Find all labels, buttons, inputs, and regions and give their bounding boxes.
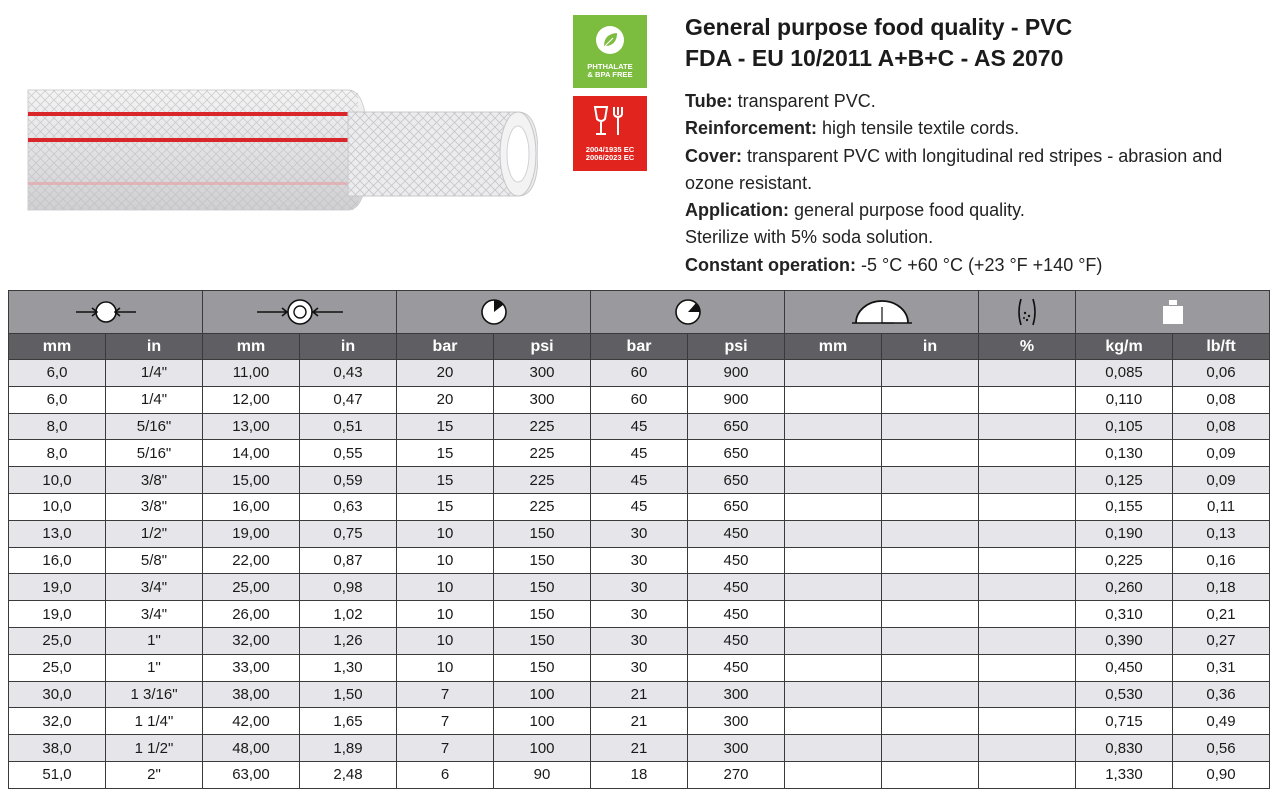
cover-text: transparent PVC with longitudinal red stripes - abrasion and ozone resistant. xyxy=(685,145,1223,193)
table-cell: 10 xyxy=(397,601,494,628)
table-cell: 0,51 xyxy=(300,413,397,440)
table-cell xyxy=(979,493,1076,520)
table-cell xyxy=(979,547,1076,574)
application-spec xyxy=(685,197,1265,224)
table-cell: 150 xyxy=(494,547,591,574)
table-row xyxy=(9,520,1270,547)
table-cell: 10 xyxy=(397,547,494,574)
table-cell: 10 xyxy=(397,627,494,654)
table-cell: 0,530 xyxy=(1076,681,1173,708)
table-cell: 45 xyxy=(591,440,688,467)
table-cell xyxy=(979,440,1076,467)
tube-label: Tube: xyxy=(685,91,733,111)
table-cell: 150 xyxy=(494,520,591,547)
table-cell: 0,08 xyxy=(1173,413,1270,440)
table-cell: 0,36 xyxy=(1173,681,1270,708)
table-cell xyxy=(979,360,1076,387)
operation-text: -5 °C +60 °C (+23 °F +140 °F) xyxy=(856,254,1103,275)
table-cell: 0,110 xyxy=(1076,386,1173,413)
table-row xyxy=(9,627,1270,654)
unit-header-cell: kg/m xyxy=(1076,334,1173,360)
table-cell: 0,125 xyxy=(1076,467,1173,494)
inner-diameter-icon xyxy=(74,299,138,325)
table-cell: 1" xyxy=(106,627,203,654)
table-cell: 150 xyxy=(494,627,591,654)
table-cell: 60 xyxy=(591,386,688,413)
table-cell: 16,0 xyxy=(9,547,106,574)
table-row xyxy=(9,681,1270,708)
table-cell: 450 xyxy=(688,520,785,547)
sterilize-note: Sterilize with 5% soda solution. xyxy=(685,227,934,248)
table-cell: 0,06 xyxy=(1173,360,1270,387)
table-cell: 14,00 xyxy=(203,440,300,467)
table-cell: 16,00 xyxy=(203,493,300,520)
unit-header-cell: mm xyxy=(785,334,882,360)
table-cell: 0,90 xyxy=(1173,761,1270,788)
table-cell: 15 xyxy=(397,440,494,467)
table-cell: 38,00 xyxy=(203,681,300,708)
table-cell xyxy=(785,735,882,762)
table-cell: 21 xyxy=(591,681,688,708)
table-cell xyxy=(882,708,979,735)
table-cell xyxy=(979,761,1076,788)
application-text: general purpose food quality. xyxy=(789,200,1025,221)
table-cell xyxy=(979,413,1076,440)
working-pressure-header xyxy=(397,291,591,334)
table-cell xyxy=(979,467,1076,494)
table-cell: 0,49 xyxy=(1173,708,1270,735)
table-cell: 0,55 xyxy=(300,440,397,467)
product-description xyxy=(685,88,1265,279)
table-cell: 450 xyxy=(688,574,785,601)
unit-header-cell: in xyxy=(106,334,203,360)
table-cell: 15 xyxy=(397,413,494,440)
table-cell: 1,02 xyxy=(300,601,397,628)
table-cell: 1 3/16" xyxy=(106,681,203,708)
unit-header-cell: bar xyxy=(397,334,494,360)
table-cell: 30 xyxy=(591,627,688,654)
table-cell: 0,190 xyxy=(1076,520,1173,547)
table-cell: 650 xyxy=(688,467,785,494)
table-cell: 0,225 xyxy=(1076,547,1173,574)
table-cell xyxy=(979,627,1076,654)
bend-radius-icon xyxy=(850,297,914,327)
table-cell: 30 xyxy=(591,654,688,681)
table-cell: 0,11 xyxy=(1173,493,1270,520)
table-cell: 45 xyxy=(591,493,688,520)
glass-fork-icon xyxy=(589,104,631,138)
operation-spec xyxy=(685,252,1265,279)
table-cell xyxy=(979,520,1076,547)
table-cell: 0,310 xyxy=(1076,601,1173,628)
table-cell xyxy=(785,761,882,788)
food-contact-badge xyxy=(573,96,647,171)
table-cell: 13,0 xyxy=(9,520,106,547)
table-cell: 1/4" xyxy=(106,386,203,413)
food-line-1: 2004/1935 EC xyxy=(585,145,635,154)
table-cell: 32,0 xyxy=(9,708,106,735)
table-cell: 21 xyxy=(591,735,688,762)
table-cell: 30 xyxy=(591,574,688,601)
table-cell: 2,48 xyxy=(300,761,397,788)
table-cell: 1,89 xyxy=(300,735,397,762)
table-cell: 26,00 xyxy=(203,601,300,628)
cover-label: Cover: xyxy=(685,145,743,166)
table-cell xyxy=(882,735,979,762)
table-cell: 0,260 xyxy=(1076,574,1173,601)
tube-spec xyxy=(685,88,1265,115)
table-cell xyxy=(785,440,882,467)
table-cell: 0,715 xyxy=(1076,708,1173,735)
table-cell: 225 xyxy=(494,413,591,440)
table-row xyxy=(9,493,1270,520)
table-cell: 0,63 xyxy=(300,493,397,520)
table-cell: 3/4" xyxy=(106,574,203,601)
unit-header-cell: mm xyxy=(203,334,300,360)
table-cell: 60 xyxy=(591,360,688,387)
table-cell: 300 xyxy=(688,708,785,735)
title-line-1: General purpose food quality - PVC xyxy=(685,14,1073,40)
table-cell: 42,00 xyxy=(203,708,300,735)
table-cell: 5/8" xyxy=(106,547,203,574)
table-cell: 7 xyxy=(397,708,494,735)
unit-header-cell: mm xyxy=(9,334,106,360)
table-cell: 0,75 xyxy=(300,520,397,547)
table-cell: 3/8" xyxy=(106,467,203,494)
leaf-icon xyxy=(595,25,625,55)
burst-pressure-icon xyxy=(673,297,703,327)
table-cell: 19,0 xyxy=(9,601,106,628)
table-row xyxy=(9,360,1270,387)
table-cell: 300 xyxy=(688,735,785,762)
table-cell xyxy=(979,601,1076,628)
table-cell: 0,085 xyxy=(1076,360,1173,387)
table-cell xyxy=(785,574,882,601)
table-cell: 0,98 xyxy=(300,574,397,601)
table-cell: 3/4" xyxy=(106,601,203,628)
table-cell: 21 xyxy=(591,708,688,735)
table-cell: 15 xyxy=(397,493,494,520)
table-cell: 7 xyxy=(397,681,494,708)
unit-header-cell: lb/ft xyxy=(1173,334,1270,360)
reinforcement-text: high tensile textile cords. xyxy=(817,118,1020,139)
phthalate-line-1: PHTHALATE xyxy=(587,62,633,71)
table-cell: 0,09 xyxy=(1173,467,1270,494)
table-cell xyxy=(882,493,979,520)
hose-illustration xyxy=(18,82,538,222)
table-cell: 10 xyxy=(397,574,494,601)
table-cell xyxy=(785,547,882,574)
table-cell: 0,56 xyxy=(1173,735,1270,762)
table-cell: 11,00 xyxy=(203,360,300,387)
cover-spec xyxy=(685,143,1265,198)
table-cell xyxy=(785,681,882,708)
vacuum-header xyxy=(979,291,1076,334)
reinforcement-label: Reinforcement: xyxy=(685,118,818,139)
table-cell: 0,18 xyxy=(1173,574,1270,601)
table-cell: 0,450 xyxy=(1076,654,1173,681)
table-cell: 1 1/2" xyxy=(106,735,203,762)
table-cell xyxy=(882,601,979,628)
table-cell xyxy=(882,761,979,788)
title-line-2: FDA - EU 10/2011 A+B+C - AS 2070 xyxy=(685,45,1064,71)
table-cell: 1,50 xyxy=(300,681,397,708)
table-cell: 25,0 xyxy=(9,654,106,681)
table-cell: 0,59 xyxy=(300,467,397,494)
table-cell: 5/16" xyxy=(106,413,203,440)
table-cell: 270 xyxy=(688,761,785,788)
table-cell: 0,13 xyxy=(1173,520,1270,547)
table-row xyxy=(9,601,1270,628)
table-cell: 300 xyxy=(688,681,785,708)
table-cell: 13,00 xyxy=(203,413,300,440)
table-cell: 900 xyxy=(688,360,785,387)
table-cell: 0,31 xyxy=(1173,654,1270,681)
table-row xyxy=(9,574,1270,601)
table-cell: 1" xyxy=(106,654,203,681)
table-cell xyxy=(979,681,1076,708)
table-cell: 225 xyxy=(494,493,591,520)
table-row xyxy=(9,386,1270,413)
table-cell: 19,0 xyxy=(9,574,106,601)
table-cell: 20 xyxy=(397,386,494,413)
table-cell: 150 xyxy=(494,654,591,681)
table-cell xyxy=(882,681,979,708)
table-cell: 450 xyxy=(688,627,785,654)
table-cell: 25,00 xyxy=(203,574,300,601)
table-cell: 1/4" xyxy=(106,360,203,387)
table-cell: 225 xyxy=(494,440,591,467)
table-cell: 45 xyxy=(591,467,688,494)
table-cell: 0,830 xyxy=(1076,735,1173,762)
table-cell xyxy=(882,413,979,440)
table-cell: 10,0 xyxy=(9,467,106,494)
table-cell: 100 xyxy=(494,708,591,735)
table-cell: 650 xyxy=(688,413,785,440)
table-cell: 150 xyxy=(494,574,591,601)
table-cell xyxy=(979,735,1076,762)
table-cell: 32,00 xyxy=(203,627,300,654)
table-row xyxy=(9,654,1270,681)
table-cell: 0,09 xyxy=(1173,440,1270,467)
table-cell: 100 xyxy=(494,681,591,708)
table-row xyxy=(9,735,1270,762)
table-cell: 0,105 xyxy=(1076,413,1173,440)
table-cell: 10,0 xyxy=(9,493,106,520)
table-cell: 6,0 xyxy=(9,386,106,413)
table-cell xyxy=(785,627,882,654)
table-cell: 0,08 xyxy=(1173,386,1270,413)
table-cell: 1,26 xyxy=(300,627,397,654)
unit-header-cell: % xyxy=(979,334,1076,360)
table-cell xyxy=(882,386,979,413)
table-cell: 300 xyxy=(494,360,591,387)
table-cell: 0,87 xyxy=(300,547,397,574)
weight-icon xyxy=(1160,298,1186,326)
table-cell xyxy=(882,360,979,387)
weight-header xyxy=(1076,291,1270,334)
table-cell: 0,47 xyxy=(300,386,397,413)
table-cell: 38,0 xyxy=(9,735,106,762)
table-cell xyxy=(882,654,979,681)
table-cell: 450 xyxy=(688,601,785,628)
table-cell xyxy=(785,654,882,681)
tube-text: transparent PVC. xyxy=(732,91,876,111)
table-cell: 63,00 xyxy=(203,761,300,788)
table-cell: 30 xyxy=(591,601,688,628)
table-cell: 18 xyxy=(591,761,688,788)
unit-header-cell: in xyxy=(882,334,979,360)
product-title xyxy=(685,12,1072,74)
table-cell: 2" xyxy=(106,761,203,788)
table-cell: 0,390 xyxy=(1076,627,1173,654)
table-cell: 90 xyxy=(494,761,591,788)
table-cell: 1/2" xyxy=(106,520,203,547)
table-cell: 225 xyxy=(494,467,591,494)
table-cell xyxy=(882,574,979,601)
unit-header-cell: psi xyxy=(494,334,591,360)
table-cell xyxy=(785,520,882,547)
phthalate-free-badge xyxy=(573,15,647,88)
operation-label: Constant operation: xyxy=(685,254,856,275)
unit-header-cell: bar xyxy=(591,334,688,360)
table-cell: 0,43 xyxy=(300,360,397,387)
table-row xyxy=(9,467,1270,494)
icon-header-row xyxy=(9,291,1270,334)
table-cell: 12,00 xyxy=(203,386,300,413)
table-cell: 5/16" xyxy=(106,440,203,467)
vacuum-icon xyxy=(1015,297,1039,327)
table-cell: 33,00 xyxy=(203,654,300,681)
table-cell: 1 1/4" xyxy=(106,708,203,735)
table-row xyxy=(9,547,1270,574)
outer-diameter-header xyxy=(203,291,397,334)
table-cell: 0,155 xyxy=(1076,493,1173,520)
table-cell: 0,16 xyxy=(1173,547,1270,574)
table-cell: 30 xyxy=(591,547,688,574)
table-cell xyxy=(785,386,882,413)
table-cell: 100 xyxy=(494,735,591,762)
table-row xyxy=(9,413,1270,440)
inner-diameter-header xyxy=(9,291,203,334)
spec-table-body xyxy=(9,360,1270,789)
unit-header-cell: in xyxy=(300,334,397,360)
table-cell: 45 xyxy=(591,413,688,440)
table-cell: 3/8" xyxy=(106,493,203,520)
table-cell: 450 xyxy=(688,654,785,681)
table-cell: 6 xyxy=(397,761,494,788)
table-cell xyxy=(785,360,882,387)
table-cell: 8,0 xyxy=(9,440,106,467)
table-cell: 10 xyxy=(397,520,494,547)
application-label: Application: xyxy=(685,200,789,221)
table-cell xyxy=(979,708,1076,735)
table-cell: 650 xyxy=(688,493,785,520)
table-cell: 20 xyxy=(397,360,494,387)
table-cell xyxy=(882,520,979,547)
table-cell: 0,130 xyxy=(1076,440,1173,467)
working-pressure-icon xyxy=(479,297,509,327)
table-row xyxy=(9,708,1270,735)
table-cell: 150 xyxy=(494,601,591,628)
table-cell xyxy=(785,601,882,628)
table-cell xyxy=(979,574,1076,601)
table-cell xyxy=(785,493,882,520)
table-cell: 1,330 xyxy=(1076,761,1173,788)
spec-table xyxy=(8,290,1270,789)
bend-radius-header xyxy=(785,291,979,334)
table-cell: 8,0 xyxy=(9,413,106,440)
table-cell xyxy=(979,654,1076,681)
table-cell: 450 xyxy=(688,547,785,574)
table-cell: 22,00 xyxy=(203,547,300,574)
table-row xyxy=(9,440,1270,467)
table-cell xyxy=(785,467,882,494)
table-cell xyxy=(979,386,1076,413)
table-cell: 0,21 xyxy=(1173,601,1270,628)
reinforcement-spec xyxy=(685,115,1265,142)
table-cell: 0,27 xyxy=(1173,627,1270,654)
table-cell: 19,00 xyxy=(203,520,300,547)
outer-diameter-icon xyxy=(255,298,345,326)
table-cell: 48,00 xyxy=(203,735,300,762)
table-cell: 51,0 xyxy=(9,761,106,788)
table-cell: 7 xyxy=(397,735,494,762)
table-cell: 6,0 xyxy=(9,360,106,387)
table-cell: 25,0 xyxy=(9,627,106,654)
table-cell: 300 xyxy=(494,386,591,413)
table-cell xyxy=(882,467,979,494)
table-row xyxy=(9,761,1270,788)
table-cell: 900 xyxy=(688,386,785,413)
table-cell xyxy=(785,413,882,440)
table-cell xyxy=(882,627,979,654)
unit-header-cell: psi xyxy=(688,334,785,360)
table-cell: 10 xyxy=(397,654,494,681)
burst-pressure-header xyxy=(591,291,785,334)
table-cell: 1,65 xyxy=(300,708,397,735)
table-cell: 650 xyxy=(688,440,785,467)
table-cell xyxy=(785,708,882,735)
phthalate-line-2: & BPA FREE xyxy=(587,69,633,79)
table-cell: 15 xyxy=(397,467,494,494)
table-cell: 30 xyxy=(591,520,688,547)
units-header-row xyxy=(9,334,1270,360)
table-cell: 30,0 xyxy=(9,681,106,708)
food-line-2: 2006/2023 EC xyxy=(585,152,635,162)
table-cell: 1,30 xyxy=(300,654,397,681)
table-cell xyxy=(882,440,979,467)
table-cell: 15,00 xyxy=(203,467,300,494)
table-cell xyxy=(882,547,979,574)
